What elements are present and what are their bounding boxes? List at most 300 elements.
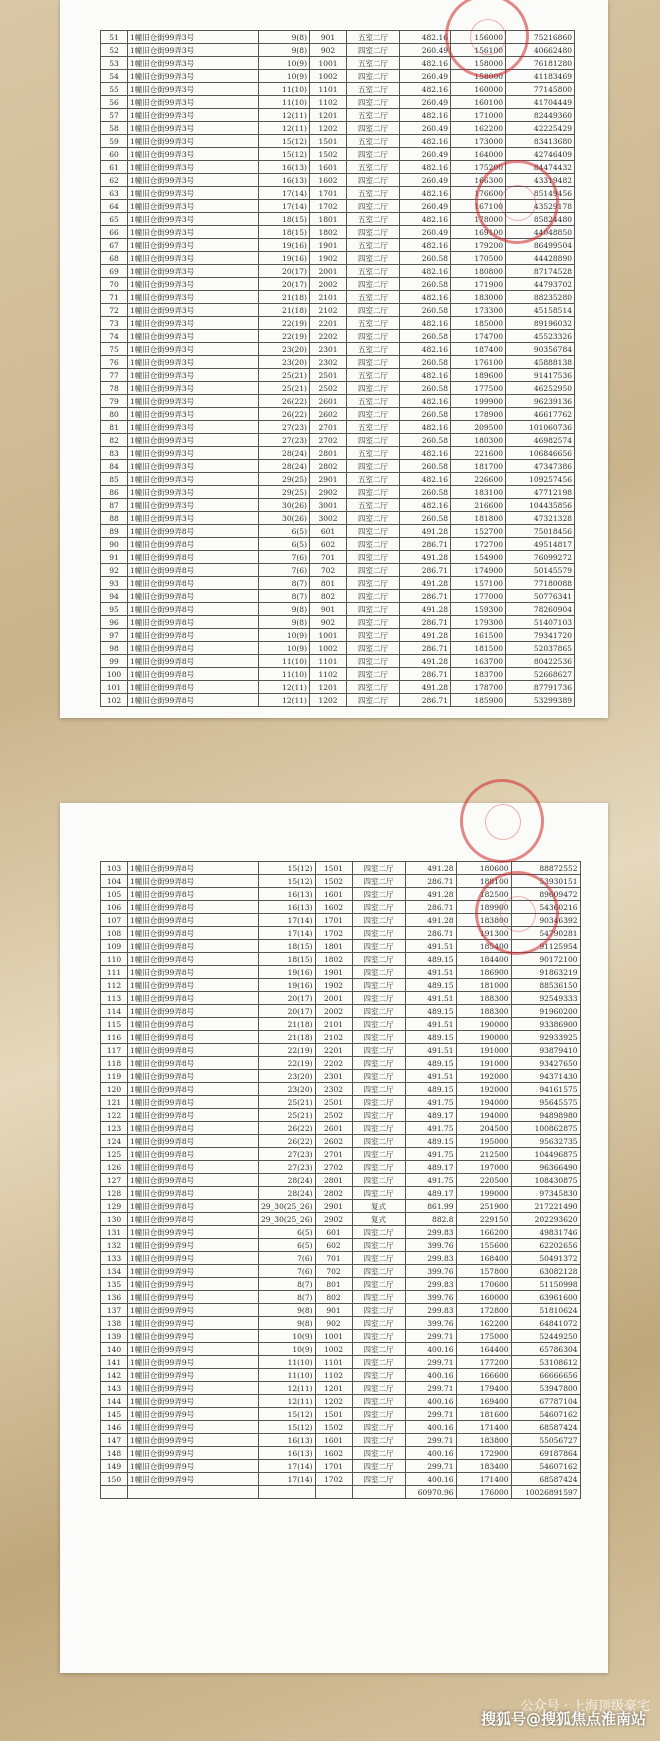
table-cell: 15(12)	[259, 875, 316, 888]
table-cell: 54790281	[511, 927, 580, 940]
table-cell: 1幢旧仓街99弄3号	[128, 252, 259, 265]
table-cell: 30(26)	[259, 512, 310, 525]
table-cell: 68587424	[511, 1421, 580, 1434]
table-cell: 四室二厅	[352, 1343, 405, 1356]
table-cell: 199900	[451, 395, 506, 408]
table-cell: 179300	[451, 616, 506, 629]
table-cell: 81	[101, 421, 128, 434]
table-cell: 111	[101, 966, 128, 979]
table-cell: 1幢旧仓街99弄8号	[128, 1109, 259, 1122]
source-credit: 搜狐号@搜狐焦点淮南站	[480, 1710, 646, 1728]
table-cell: 1幢旧仓街99弄3号	[128, 421, 259, 434]
table-cell: 18(15)	[259, 940, 316, 953]
table-cell: 702	[315, 1265, 352, 1278]
table-cell: 1幢旧仓街99弄9号	[128, 1239, 259, 1252]
table-cell: 四室二厅	[347, 551, 400, 564]
table-cell: 163700	[451, 655, 506, 668]
table-cell: 44048850	[506, 226, 575, 239]
table-cell: 179400	[456, 1382, 511, 1395]
table-cell: 1102	[310, 668, 347, 681]
table-cell	[259, 1486, 316, 1499]
table-cell: 175000	[456, 1330, 511, 1343]
table-cell: 1幢旧仓街99弄8号	[128, 927, 259, 940]
table-cell: 26(22)	[259, 1122, 316, 1135]
table-cell: 四室二厅	[347, 304, 400, 317]
table-cell: 75216860	[506, 31, 575, 44]
table-cell: 154900	[451, 551, 506, 564]
table-cell: 1幢旧仓街99弄3号	[128, 317, 259, 330]
table-cell: 2302	[310, 356, 347, 369]
table-cell: 105	[101, 888, 128, 901]
table-cell: 92	[101, 564, 128, 577]
table-cell: 170500	[451, 252, 506, 265]
table-cell: 189600	[451, 369, 506, 382]
table-cell: 226600	[451, 473, 506, 486]
table-cell: 86	[101, 486, 128, 499]
table-cell: 8(7)	[259, 1291, 316, 1304]
table-cell: 1幢旧仓街99弄9号	[128, 1330, 259, 1343]
table-cell: 1幢旧仓街99弄8号	[128, 979, 259, 992]
table-cell	[315, 1486, 352, 1499]
table-cell: 2701	[310, 421, 347, 434]
table-cell: 85	[101, 473, 128, 486]
table-cell: 482.16	[400, 239, 451, 252]
table-cell: 2201	[310, 317, 347, 330]
table-cell: 26(22)	[259, 395, 310, 408]
table-row	[101, 291, 575, 304]
table-cell: 四室二厅	[347, 512, 400, 525]
table-row	[101, 538, 575, 551]
table-cell: 44428890	[506, 252, 575, 265]
table-cell: 四室二厅	[347, 434, 400, 447]
table-cell: 133	[101, 1252, 128, 1265]
table-cell: 183800	[456, 914, 511, 927]
table-cell: 四室二厅	[347, 564, 400, 577]
table-cell: 161500	[451, 629, 506, 642]
table-cell: 192000	[456, 1083, 511, 1096]
table-cell: 四室二厅	[347, 655, 400, 668]
table-cell: 191000	[456, 1044, 511, 1057]
table-cell: 25(21)	[259, 1109, 316, 1122]
table-cell: 100	[101, 668, 128, 681]
table-cell: 18(15)	[259, 226, 310, 239]
table-row	[101, 525, 575, 538]
table-cell: 1幢旧仓街99弄8号	[128, 694, 259, 707]
table-cell: 482.16	[400, 317, 451, 330]
table-row	[101, 1005, 581, 1018]
table-cell: 五室二厅	[347, 447, 400, 460]
table-cell: 22(19)	[259, 317, 310, 330]
table-cell: 491.28	[400, 525, 451, 538]
table-cell: 175200	[451, 161, 506, 174]
table-cell: 118	[101, 1057, 128, 1070]
table-cell: 162200	[456, 1317, 511, 1330]
table-cell: 1幢旧仓街99弄8号	[128, 966, 259, 979]
table-cell: 四室二厅	[347, 642, 400, 655]
table-cell: 1幢旧仓街99弄9号	[128, 1278, 259, 1291]
table-cell: 143	[101, 1382, 128, 1395]
table-cell: 3002	[310, 512, 347, 525]
table-cell: 四室二厅	[347, 525, 400, 538]
table-cell: 171000	[451, 109, 506, 122]
table-cell: 51407103	[506, 616, 575, 629]
table-cell: 73	[101, 317, 128, 330]
table-cell: 16(13)	[259, 174, 310, 187]
table-cell: 1幢旧仓街99弄9号	[128, 1434, 259, 1447]
table-cell: 15(12)	[259, 148, 310, 161]
table-cell: 89609472	[511, 888, 580, 901]
table-cell: 186900	[456, 966, 511, 979]
table-cell: 6(5)	[259, 525, 310, 538]
table-cell: 1幢旧仓街99弄3号	[128, 265, 259, 278]
table-cell: 2902	[310, 486, 347, 499]
table-cell: 157100	[451, 577, 506, 590]
table-cell: 90172100	[511, 953, 580, 966]
table-cell: 7(6)	[259, 1252, 316, 1265]
table-cell: 1502	[310, 148, 347, 161]
table-cell: 93879410	[511, 1044, 580, 1057]
table-cell: 126	[101, 1161, 128, 1174]
table-cell: 16(13)	[259, 161, 310, 174]
table-cell: 53947800	[511, 1382, 580, 1395]
table-cell: 五室二厅	[347, 239, 400, 252]
table-cell: 184400	[456, 953, 511, 966]
table-cell: 23(20)	[259, 356, 310, 369]
table-cell: 217221490	[511, 1200, 580, 1213]
table-row	[101, 421, 575, 434]
table-cell: 101060736	[506, 421, 575, 434]
table-cell: 181700	[451, 460, 506, 473]
table-cell: 22(19)	[259, 330, 310, 343]
table-cell: 1幢旧仓街99弄3号	[128, 278, 259, 291]
table-cell: 1幢旧仓街99弄9号	[128, 1369, 259, 1382]
table-row	[101, 1265, 581, 1278]
table-cell: 85824480	[506, 213, 575, 226]
table-cell: 1002	[310, 642, 347, 655]
table-row	[101, 265, 575, 278]
table-cell: 91417536	[506, 369, 575, 382]
table-cell: 1幢旧仓街99弄3号	[128, 499, 259, 512]
table-row	[101, 447, 575, 460]
table-row	[101, 356, 575, 369]
table-cell: 四室二厅	[352, 1304, 405, 1317]
table-row	[101, 979, 581, 992]
table-cell: 78260904	[506, 603, 575, 616]
table-cell: 46982574	[506, 434, 575, 447]
table-cell: 1902	[310, 252, 347, 265]
table-cell: 25(21)	[259, 369, 310, 382]
table-cell: 1幢旧仓街99弄9号	[128, 1291, 259, 1304]
table-cell: 51150998	[511, 1278, 580, 1291]
table-cell: 491.28	[400, 629, 451, 642]
table-cell: 482.16	[400, 187, 451, 200]
table-cell: 91	[101, 551, 128, 564]
table-row	[101, 1447, 581, 1460]
table-cell: 49831746	[511, 1226, 580, 1239]
table-cell: 四室二厅	[347, 603, 400, 616]
table-cell: 116	[101, 1031, 128, 1044]
table-cell: 21(18)	[259, 291, 310, 304]
table-row	[101, 1291, 581, 1304]
table-cell: 90	[101, 538, 128, 551]
table-cell: 1001	[315, 1330, 352, 1343]
table-cell: 108	[101, 927, 128, 940]
table-cell: 1幢旧仓街99弄8号	[128, 992, 259, 1005]
table-cell: 1501	[315, 862, 352, 875]
table-cell: 1701	[315, 1460, 352, 1473]
table-cell: 11(10)	[259, 668, 310, 681]
table-cell: 44793702	[506, 278, 575, 291]
table-cell: 66	[101, 226, 128, 239]
table-cell: 150	[101, 1473, 128, 1486]
table-cell: 91125954	[511, 940, 580, 953]
table-cell: 43529178	[506, 200, 575, 213]
table-cell: 12(11)	[259, 694, 310, 707]
table-cell: 四室二厅	[352, 1031, 405, 1044]
table-cell: 1幢旧仓街99弄3号	[128, 174, 259, 187]
table-cell: 489.17	[405, 1161, 456, 1174]
table-cell: 194000	[456, 1096, 511, 1109]
table-cell: 1幢旧仓街99弄8号	[128, 1187, 259, 1200]
table-cell: 173000	[451, 135, 506, 148]
table-cell: 1幢旧仓街99弄8号	[128, 525, 259, 538]
table-cell: 90346392	[511, 914, 580, 927]
table-cell: 16(13)	[259, 1447, 316, 1460]
table-cell: 602	[310, 538, 347, 551]
table-cell: 134	[101, 1265, 128, 1278]
table-cell: 四室二厅	[352, 1148, 405, 1161]
table-cell: 489.15	[405, 1005, 456, 1018]
table-cell: 194000	[456, 1109, 511, 1122]
table-row	[101, 1382, 581, 1395]
table-cell: 68	[101, 252, 128, 265]
table-cell: 159300	[451, 603, 506, 616]
table-cell: 1幢旧仓街99弄9号	[128, 1356, 259, 1369]
table-row	[101, 1187, 581, 1200]
table-row	[101, 252, 575, 265]
average-price: 176000	[456, 1486, 511, 1499]
table-cell: 1幢旧仓街99弄3号	[128, 109, 259, 122]
table-cell: 64841072	[511, 1317, 580, 1330]
table-cell: 四室二厅	[352, 966, 405, 979]
table-cell: 四室二厅	[352, 1057, 405, 1070]
price-table-page-1	[100, 30, 575, 707]
table-row	[101, 629, 575, 642]
table-row	[101, 590, 575, 603]
table-cell: 110	[101, 953, 128, 966]
table-cell: 2102	[315, 1031, 352, 1044]
table-cell	[352, 1486, 405, 1499]
table-cell: 30(26)	[259, 499, 310, 512]
table-cell: 22(19)	[259, 1057, 316, 1070]
table-cell: 155600	[456, 1239, 511, 1252]
table-cell: 286.71	[405, 901, 456, 914]
table-cell: 177500	[451, 382, 506, 395]
table-cell: 9(8)	[259, 603, 310, 616]
table-row	[101, 512, 575, 525]
table-cell: 四室二厅	[347, 616, 400, 629]
table-cell: 23(20)	[259, 1070, 316, 1083]
table-cell: 18(15)	[259, 213, 310, 226]
table-cell: 20(17)	[259, 265, 310, 278]
table-cell: 286.71	[400, 538, 451, 551]
table-cell: 1幢旧仓街99弄3号	[128, 304, 259, 317]
price-table-body-2	[101, 862, 581, 1486]
table-cell: 1701	[310, 187, 347, 200]
table-cell: 78	[101, 382, 128, 395]
table-cell: 1幢旧仓街99弄3号	[128, 486, 259, 499]
table-cell: 四室二厅	[347, 226, 400, 239]
table-cell: 183700	[451, 668, 506, 681]
table-cell: 1幢旧仓街99弄3号	[128, 31, 259, 44]
table-cell: 260.49	[400, 226, 451, 239]
table-cell: 23(20)	[259, 343, 310, 356]
table-cell: 1幢旧仓街99弄8号	[128, 564, 259, 577]
table-cell: 192000	[456, 1070, 511, 1083]
table-row	[101, 1135, 581, 1148]
table-cell: 1幢旧仓街99弄8号	[128, 538, 259, 551]
table-cell: 221600	[451, 447, 506, 460]
table-row	[101, 1070, 581, 1083]
table-cell: 64	[101, 200, 128, 213]
table-row	[101, 616, 575, 629]
table-cell: 260.58	[400, 304, 451, 317]
table-cell: 1幢旧仓街99弄3号	[128, 369, 259, 382]
table-row	[101, 1239, 581, 1252]
table-cell: 260.49	[400, 44, 451, 57]
table-row	[101, 109, 575, 122]
table-cell: 482.16	[400, 291, 451, 304]
red-seal-stamp	[460, 779, 544, 863]
table-cell: 五室二厅	[347, 291, 400, 304]
table-cell: 212500	[456, 1148, 511, 1161]
table-cell: 140	[101, 1343, 128, 1356]
table-cell: 45523326	[506, 330, 575, 343]
table-cell: 204500	[456, 1122, 511, 1135]
table-cell: 1002	[315, 1343, 352, 1356]
table-cell: 861.99	[405, 1200, 456, 1213]
table-row	[101, 1044, 581, 1057]
table-cell: 178900	[451, 408, 506, 421]
table-cell: 1幢旧仓街99弄3号	[128, 57, 259, 70]
table-cell: 21(18)	[259, 1018, 316, 1031]
table-cell: 1幢旧仓街99弄8号	[128, 1148, 259, 1161]
table-cell: 260.58	[400, 512, 451, 525]
table-cell: 299.71	[405, 1460, 456, 1473]
table-cell: 12(11)	[259, 122, 310, 135]
table-cell: 93427650	[511, 1057, 580, 1070]
table-cell: 260.58	[400, 356, 451, 369]
table-cell: 181800	[451, 512, 506, 525]
table-cell: 87174528	[506, 265, 575, 278]
table-cell: 1幢旧仓街99弄3号	[128, 512, 259, 525]
table-cell: 10(9)	[259, 1343, 316, 1356]
table-cell: 23(20)	[259, 1083, 316, 1096]
table-cell: 1502	[315, 875, 352, 888]
table-cell: 45158514	[506, 304, 575, 317]
table-cell: 1幢旧仓街99弄8号	[128, 616, 259, 629]
table-cell: 四室二厅	[352, 1460, 405, 1473]
table-cell: 902	[315, 1317, 352, 1330]
table-cell: 1幢旧仓街99弄3号	[128, 44, 259, 57]
table-cell: 四室二厅	[352, 1096, 405, 1109]
table-row	[101, 966, 581, 979]
table-row	[101, 1395, 581, 1408]
table-cell: 50776341	[506, 590, 575, 603]
table-cell: 491.51	[405, 1018, 456, 1031]
table-cell: 四室二厅	[347, 96, 400, 109]
table-cell: 400.16	[405, 1473, 456, 1486]
table-cell: 181500	[451, 642, 506, 655]
table-cell: 482.16	[400, 343, 451, 356]
table-cell: 1601	[315, 1434, 352, 1447]
table-cell: 1幢旧仓街99弄3号	[128, 83, 259, 96]
table-cell: 124	[101, 1135, 128, 1148]
table-cell: 1幢旧仓街99弄3号	[128, 356, 259, 369]
table-cell: 195000	[456, 1135, 511, 1148]
table-cell: 491.28	[405, 888, 456, 901]
table-cell: 104	[101, 875, 128, 888]
table-cell: 8(7)	[259, 577, 310, 590]
table-row	[101, 1317, 581, 1330]
table-row	[101, 148, 575, 161]
table-cell: 491.51	[405, 1044, 456, 1057]
wechat-watermark: 公众号 · 上海顶级豪宅	[520, 1699, 650, 1714]
table-cell: 四室二厅	[352, 1369, 405, 1382]
table-cell: 172900	[456, 1447, 511, 1460]
table-cell: 158000	[451, 70, 506, 83]
table-cell: 128	[101, 1187, 128, 1200]
table-cell: 491.51	[405, 992, 456, 1005]
table-cell: 142	[101, 1369, 128, 1382]
table-cell: 四室二厅	[352, 914, 405, 927]
table-cell: 四室二厅	[352, 862, 405, 875]
table-cell: 99	[101, 655, 128, 668]
table-cell: 四室二厅	[347, 590, 400, 603]
table-cell: 1幢旧仓街99弄9号	[128, 1304, 259, 1317]
table-cell: 54360216	[511, 901, 580, 914]
table-cell: 1幢旧仓街99弄3号	[128, 343, 259, 356]
table-cell: 1幢旧仓街99弄8号	[128, 953, 259, 966]
table-cell: 149	[101, 1460, 128, 1473]
table-cell: 156100	[451, 44, 506, 57]
table-cell: 286.71	[400, 590, 451, 603]
table-cell: 9(8)	[259, 31, 310, 44]
table-cell: 四室二厅	[347, 252, 400, 265]
table-cell: 901	[315, 1304, 352, 1317]
table-cell: 复式	[352, 1200, 405, 1213]
table-cell: 59	[101, 135, 128, 148]
table-cell: 82	[101, 434, 128, 447]
table-cell: 299.71	[405, 1434, 456, 1447]
table-cell: 1幢旧仓街99弄9号	[128, 1317, 259, 1330]
table-cell: 1幢旧仓街99弄8号	[128, 655, 259, 668]
table-cell: 141	[101, 1356, 128, 1369]
table-cell: 491.28	[400, 681, 451, 694]
table-cell: 491.51	[405, 966, 456, 979]
table-cell: 2702	[310, 434, 347, 447]
table-cell: 399.76	[405, 1317, 456, 1330]
table-cell: 四室二厅	[347, 174, 400, 187]
table-cell: 1702	[310, 200, 347, 213]
table-cell: 260.58	[400, 330, 451, 343]
table-row	[101, 1161, 581, 1174]
table-cell: 120	[101, 1083, 128, 1096]
table-row	[101, 382, 575, 395]
table-cell: 171900	[451, 278, 506, 291]
table-cell: 260.58	[400, 486, 451, 499]
table-cell: 19(16)	[259, 966, 316, 979]
